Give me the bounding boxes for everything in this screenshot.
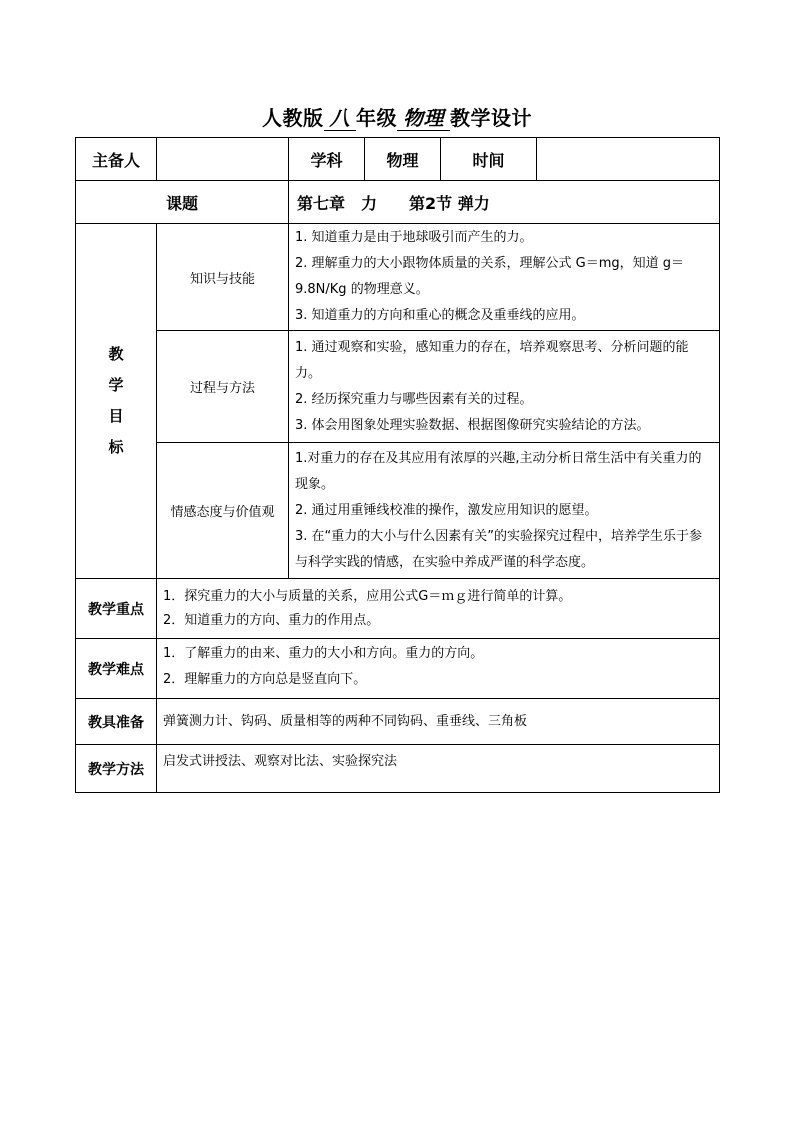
title-grade-blank: 八 bbox=[324, 106, 357, 131]
key-points-label: 教学重点 bbox=[76, 579, 157, 639]
header-row bbox=[76, 138, 720, 181]
key-points-content bbox=[157, 579, 720, 639]
list-item: 3. 知道重力的方向和重心的概念及重垂线的应用。 bbox=[295, 308, 585, 323]
knowledge-skills-label: 知识与技能 bbox=[157, 224, 289, 331]
title-prefix: 人教版 bbox=[262, 106, 324, 130]
list-item: 2. 通过用重锤线校准的操作，激发应用知识的愿望。 bbox=[295, 502, 598, 518]
list-item: 1.对重力的存在及其应用有浓厚的兴趣,主动分析日常生活中有关重力的现象。 bbox=[295, 450, 702, 492]
list-item: 1. 知道重力是由于地球吸引而产生的力。 bbox=[295, 230, 533, 245]
goal-char: 标 bbox=[108, 438, 124, 456]
list-item: 2. 经历探究重力与哪些因素有关的过程。 bbox=[295, 391, 533, 407]
methods-content: 启发式讲授法、观察对比法、实验探究法 bbox=[157, 745, 720, 793]
tools-row bbox=[76, 699, 720, 745]
subject-value: 物理 bbox=[365, 138, 441, 181]
list-item: 1．了解重力的由来、重力的大小和方向。重力的方向。 bbox=[163, 646, 484, 661]
subject-label: 学科 bbox=[289, 138, 365, 181]
list-item: 3. 在“重力的大小与什么因素有关”的实验探究过程中，培养学生乐于参与科学实践的情感，在实验中养成严谨的科学态度。 bbox=[295, 528, 703, 570]
key-points-row bbox=[76, 579, 720, 639]
goal-knowledge-row bbox=[76, 224, 720, 331]
list-item: 1. 通过观察和实验，感知重力的存在，培养观察思考、分析问题的能力。 bbox=[295, 339, 689, 381]
time-value bbox=[537, 138, 720, 181]
emotion-values-label: 情感态度与价值观 bbox=[157, 443, 289, 579]
topic-value: 第七章 力 第2节 弹力 bbox=[289, 181, 720, 224]
goal-char: 教 bbox=[108, 345, 124, 363]
list-item: 2．理解重力的方向总是竖直向下。 bbox=[163, 672, 367, 687]
difficulties-row bbox=[76, 639, 720, 699]
methods-label: 教学方法 bbox=[76, 745, 157, 793]
list-item: 2. 理解重力的大小跟物体质量的关系，理解公式 G＝mg，知道 g＝9.8N/Kg 的物理意义。 bbox=[295, 256, 685, 297]
time-label: 时间 bbox=[441, 138, 537, 181]
goal-char: 学 bbox=[108, 376, 124, 394]
goal-emotion-row bbox=[76, 443, 720, 579]
list-item: 3. 体会用图象处理实验数据、根据图像研究实验结论的方法。 bbox=[295, 417, 650, 433]
page-title bbox=[0, 102, 794, 131]
list-item: 1．探究重力的大小与质量的关系，应用公式G＝ｍｇ进行简单的计算。 bbox=[163, 588, 572, 604]
title-suffix: 教学设计 bbox=[450, 106, 532, 130]
difficulties-label: 教学难点 bbox=[76, 639, 157, 699]
goal-process-row bbox=[76, 331, 720, 443]
tools-content: 弹簧测力计、钩码、质量相等的两种不同钩码、重垂线、三角板 bbox=[157, 699, 720, 745]
tools-label: 教具准备 bbox=[76, 699, 157, 745]
topic-label: 课题 bbox=[76, 181, 289, 224]
goal-char: 目 bbox=[108, 407, 124, 425]
teaching-goals-label bbox=[76, 224, 157, 579]
title-subject-blank: 物理 bbox=[397, 106, 450, 131]
preparer-value bbox=[157, 138, 289, 181]
methods-row bbox=[76, 745, 720, 793]
process-methods-label: 过程与方法 bbox=[157, 331, 289, 443]
emotion-values-content bbox=[289, 443, 720, 579]
topic-row bbox=[76, 181, 720, 224]
difficulties-content bbox=[157, 639, 720, 699]
knowledge-skills-content bbox=[289, 224, 720, 331]
list-item: 2．知道重力的方向、重力的作用点。 bbox=[163, 612, 380, 628]
lesson-plan-table bbox=[75, 137, 720, 793]
process-methods-content bbox=[289, 331, 720, 443]
title-mid: 年级 bbox=[356, 106, 397, 130]
preparer-label: 主备人 bbox=[76, 138, 157, 181]
